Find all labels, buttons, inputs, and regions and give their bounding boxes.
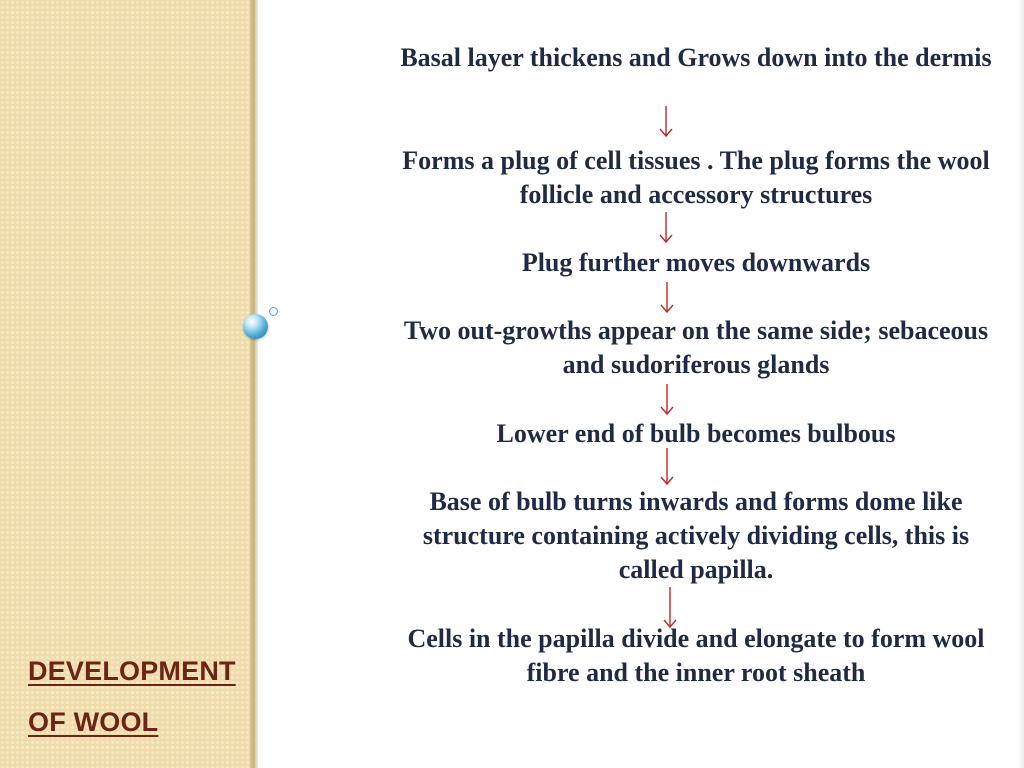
sidebar-edge <box>250 0 258 768</box>
down-arrow-icon <box>660 448 674 486</box>
bubble-decoration-icon <box>243 314 268 339</box>
flow-step-5: Lower end of bulb becomes bulbous <box>496 419 896 448</box>
sidebar-panel <box>0 0 255 768</box>
down-arrow-icon <box>663 587 677 629</box>
small-bubble-decoration-icon <box>269 307 278 316</box>
down-arrow-icon <box>659 212 673 244</box>
flow-step-6: Base of bulb turns inwards and forms dome like structure containing actively dividing cells, this is called papilla. <box>422 487 970 584</box>
slide-right-edge <box>1018 0 1024 768</box>
down-arrow-icon <box>660 282 674 314</box>
flow-step-3: Plug further moves downwards <box>521 248 871 277</box>
slide-title-line1: DEVELOPMENT <box>28 656 236 686</box>
flow-step-2: Forms a plug of cell tissues . The plug forms the wool follicle and accessory structures <box>402 146 990 209</box>
down-arrow-icon <box>659 106 673 138</box>
down-arrow-icon <box>660 384 674 416</box>
flow-step-1: Basal layer thickens and Grows down into the dermis <box>400 43 992 72</box>
slide-title-line2: OF WOOL <box>28 707 159 737</box>
flow-step-7: Cells in the papilla divide and elongate to form wool fibre and the inner root sheath <box>407 624 985 687</box>
flow-step-4: Two out-growths appear on the same side; sebaceous and sudoriferous glands <box>403 316 989 379</box>
